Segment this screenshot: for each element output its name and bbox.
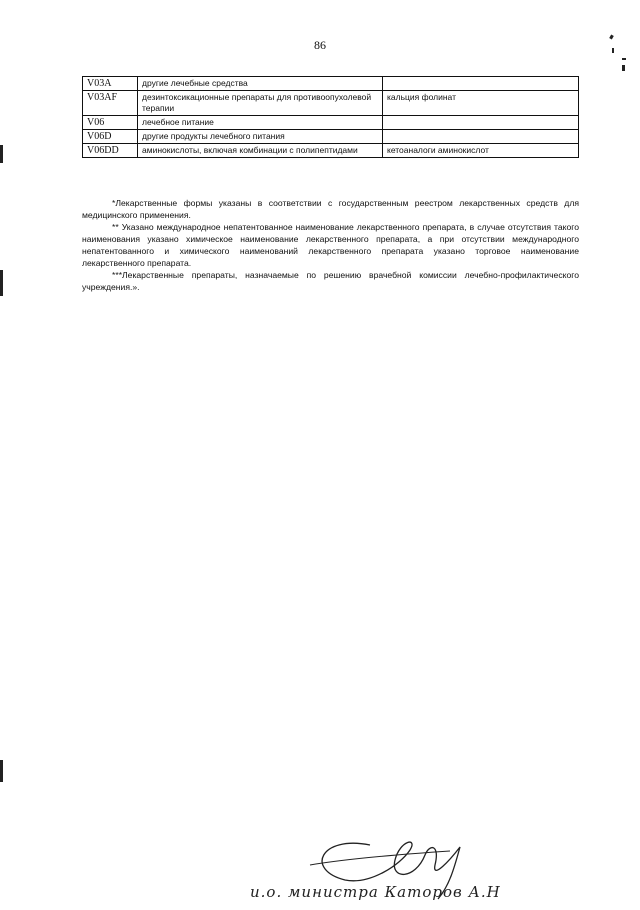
group-name: аминокислоты, включая комбинации с полипептидами bbox=[138, 144, 383, 158]
margin-mark bbox=[612, 48, 614, 53]
drug-form: кальция фолинат bbox=[383, 91, 579, 116]
group-name: лечебное питание bbox=[138, 116, 383, 130]
footnotes bbox=[82, 197, 579, 293]
margin-mark bbox=[0, 270, 3, 296]
margin-mark bbox=[622, 58, 626, 60]
footnote-dosage-forms: *Лекарственные формы указаны в соответствии с государственным реестром лекарственных средств для медицинского применения. bbox=[82, 198, 579, 220]
table-row bbox=[83, 130, 579, 144]
drug-form bbox=[383, 130, 579, 144]
signature-block bbox=[250, 825, 620, 905]
table-row bbox=[83, 144, 579, 158]
atc-code: V06 bbox=[83, 116, 138, 130]
margin-mark bbox=[622, 65, 625, 71]
table-row bbox=[83, 77, 579, 91]
margin-mark bbox=[0, 760, 3, 782]
table-row bbox=[83, 116, 579, 130]
group-name: другие лечебные средства bbox=[138, 77, 383, 91]
margin-mark bbox=[0, 145, 3, 163]
table-row bbox=[83, 91, 579, 116]
drug-form bbox=[383, 77, 579, 91]
atc-code: V06DD bbox=[83, 144, 138, 158]
group-name: другие продукты лечебного питания bbox=[138, 130, 383, 144]
footnote-commission: ***Лекарственные препараты, назначаемые по решению врачебной комиссии лечебно-профилактического учреждения.». bbox=[82, 270, 579, 292]
atc-code: V06D bbox=[83, 130, 138, 144]
page-number: 86 bbox=[314, 38, 326, 52]
drug-form: кетоаналоги аминокислот bbox=[383, 144, 579, 158]
atc-code: V03A bbox=[83, 77, 138, 91]
atc-code: V03AF bbox=[83, 91, 138, 116]
footnote-inn: ** Указано международное непатентованное наименование лекарственного препарата, в случае отсутствия такого наименования указано химическое наименование лекарственного препарата, а при отсутствии международного непатентованного и химического наименований лекарственного препарата указано торговое наименование лекарственного препарата. bbox=[82, 222, 579, 268]
drug-codes-table bbox=[82, 76, 579, 158]
drug-form bbox=[383, 116, 579, 130]
group-name: дезинтоксикационные препараты для противоопухолевой терапии bbox=[138, 91, 383, 116]
signature-caption: и.о. министра Каторов А.Н bbox=[250, 883, 501, 901]
